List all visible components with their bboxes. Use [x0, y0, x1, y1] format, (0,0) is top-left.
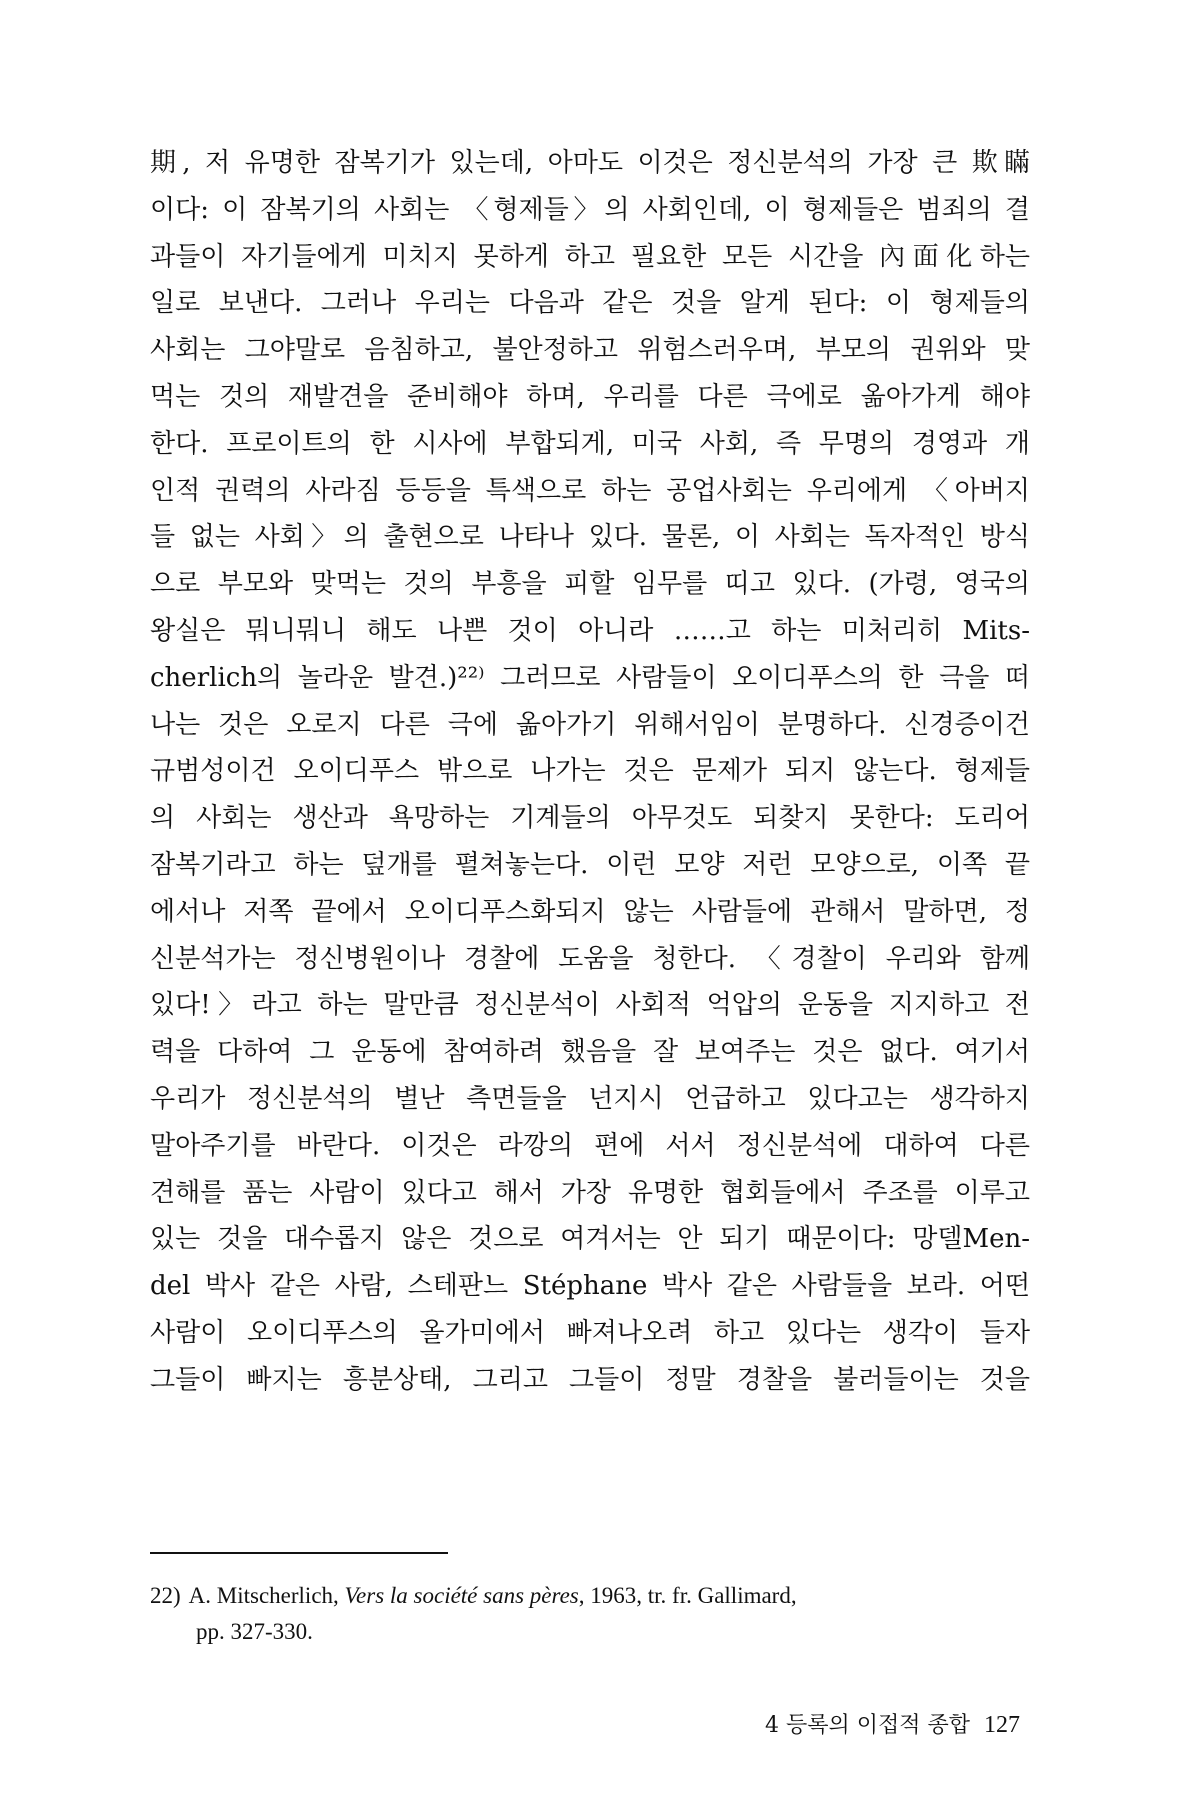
text-line: 한다. 프로이트의 한 시사에 부합되게, 미국 사회, 즉 무명의 경영과 개	[150, 428, 1030, 459]
text-line: 인적 권력의 사라짐 등등을 특색으로 하는 공업사회는 우리에게 〈아버지	[150, 475, 1030, 506]
footnote-author: A. Mitscherlich,	[188, 1583, 345, 1608]
page-number: 127	[984, 1712, 1020, 1738]
text-line: 신분석가는 정신병원이나 경찰에 도움을 청한다. 〈경찰이 우리와 함께	[150, 943, 1030, 974]
text-line: 에서나 저쪽 끝에서 오이디푸스화되지 않는 사람들에 관해서 말하면, 정	[150, 896, 1030, 927]
footnote-title: Vers la société sans pères	[344, 1583, 579, 1608]
text-line: 期, 저 유명한 잠복기가 있는데, 아마도 이것은 정신분석의 가장 큰 欺瞞	[150, 148, 1030, 178]
text-line: cherlich의 놀라운 발견.)²²⁾ 그러므로 사람들이 오이디푸스의 한 극을 떠	[150, 662, 1030, 693]
text-line: 의 사회는 생산과 욕망하는 기계들의 아무것도 되찾지 못한다: 도리어	[150, 803, 1030, 834]
footnote-publication: , 1963, tr. fr. Gallimard,	[578, 1583, 797, 1608]
text-line: 잠복기라고 하는 덮개를 펼쳐놓는다. 이런 모양 저런 모양으로, 이쪽 끝	[150, 849, 1030, 880]
chapter-title: 4 등록의 이접적 종합	[765, 1713, 970, 1738]
text-line: del 박사 같은 사람, 스테판느 Stéphane 박사 같은 사람들을 보라. 어떤	[150, 1271, 1030, 1302]
body-text	[150, 140, 1030, 1404]
text-line: 말아주기를 바란다. 이것은 라깡의 편에 서서 정신분석에 대하여 다른	[150, 1130, 1030, 1161]
text-line: 우리가 정신분석의 별난 측면들을 넌지시 언급하고 있다고는 생각하지	[150, 1083, 1030, 1114]
text-line: 으로 부모와 맞먹는 것의 부흥을 피할 임무를 띠고 있다. (가령, 영국의	[150, 569, 1030, 600]
text-line: 먹는 것의 재발견을 준비해야 하며, 우리를 다른 극에로 옮아가게 해야	[150, 381, 1030, 412]
text-line: 일로 보낸다. 그러나 우리는 다음과 같은 것을 알게 된다: 이 형제들의	[150, 288, 1030, 319]
text-line: 있다!〉라고 하는 말만큼 정신분석이 사회적 억압의 운동을 지지하고 전	[150, 990, 1030, 1021]
footnote-number: 22)	[150, 1583, 181, 1608]
footnote-line	[150, 1578, 1030, 1614]
text-line: 이다: 이 잠복기의 사회는 〈형제들〉의 사회인데, 이 형제들은 범죄의 결	[150, 194, 1030, 225]
footnote-pages: pp. 327-330.	[196, 1619, 313, 1644]
text-line: 과들이 자기들에게 미치지 못하게 하고 필요한 모든 시간을 內面化하는	[150, 241, 1030, 272]
footnote-divider	[150, 1552, 448, 1554]
text-line: 력을 다하여 그 운동에 참여하려 했음을 잘 보여주는 것은 없다. 여기서	[150, 1037, 1030, 1068]
running-footer	[765, 1708, 1020, 1739]
text-line: 왕실은 뭐니뭐니 해도 나쁜 것이 아니라 ……고 하는 미처리히 Mits-	[150, 615, 1030, 646]
text-line: 있는 것을 대수롭지 않은 것으로 여겨서는 안 되기 때문이다: 망델Men-	[150, 1224, 1030, 1255]
footnote	[150, 1578, 1030, 1650]
text-line: 들 없는 사회〉의 출현으로 나타나 있다. 물론, 이 사회는 독자적인 방식	[150, 522, 1030, 553]
text-line: 나는 것은 오로지 다른 극에 옮아가기 위해서임이 분명하다. 신경증이건	[150, 709, 1030, 740]
text-line: 사회는 그야말로 음침하고, 불안정하고 위험스러우며, 부모의 권위와 맞	[150, 335, 1030, 366]
text-line: 규범성이건 오이디푸스 밖으로 나가는 것은 문제가 되지 않는다. 형제들	[150, 756, 1030, 787]
text-line: 그들이 빠지는 흥분상태, 그리고 그들이 정말 경찰을 불러들이는 것을	[150, 1364, 1030, 1395]
text-line: 사람이 오이디푸스의 올가미에서 빠져나오려 하고 있다는 생각이 들자	[150, 1317, 1030, 1348]
text-line: 견해를 품는 사람이 있다고 해서 가장 유명한 협회들에서 주조를 이루고	[150, 1177, 1030, 1208]
